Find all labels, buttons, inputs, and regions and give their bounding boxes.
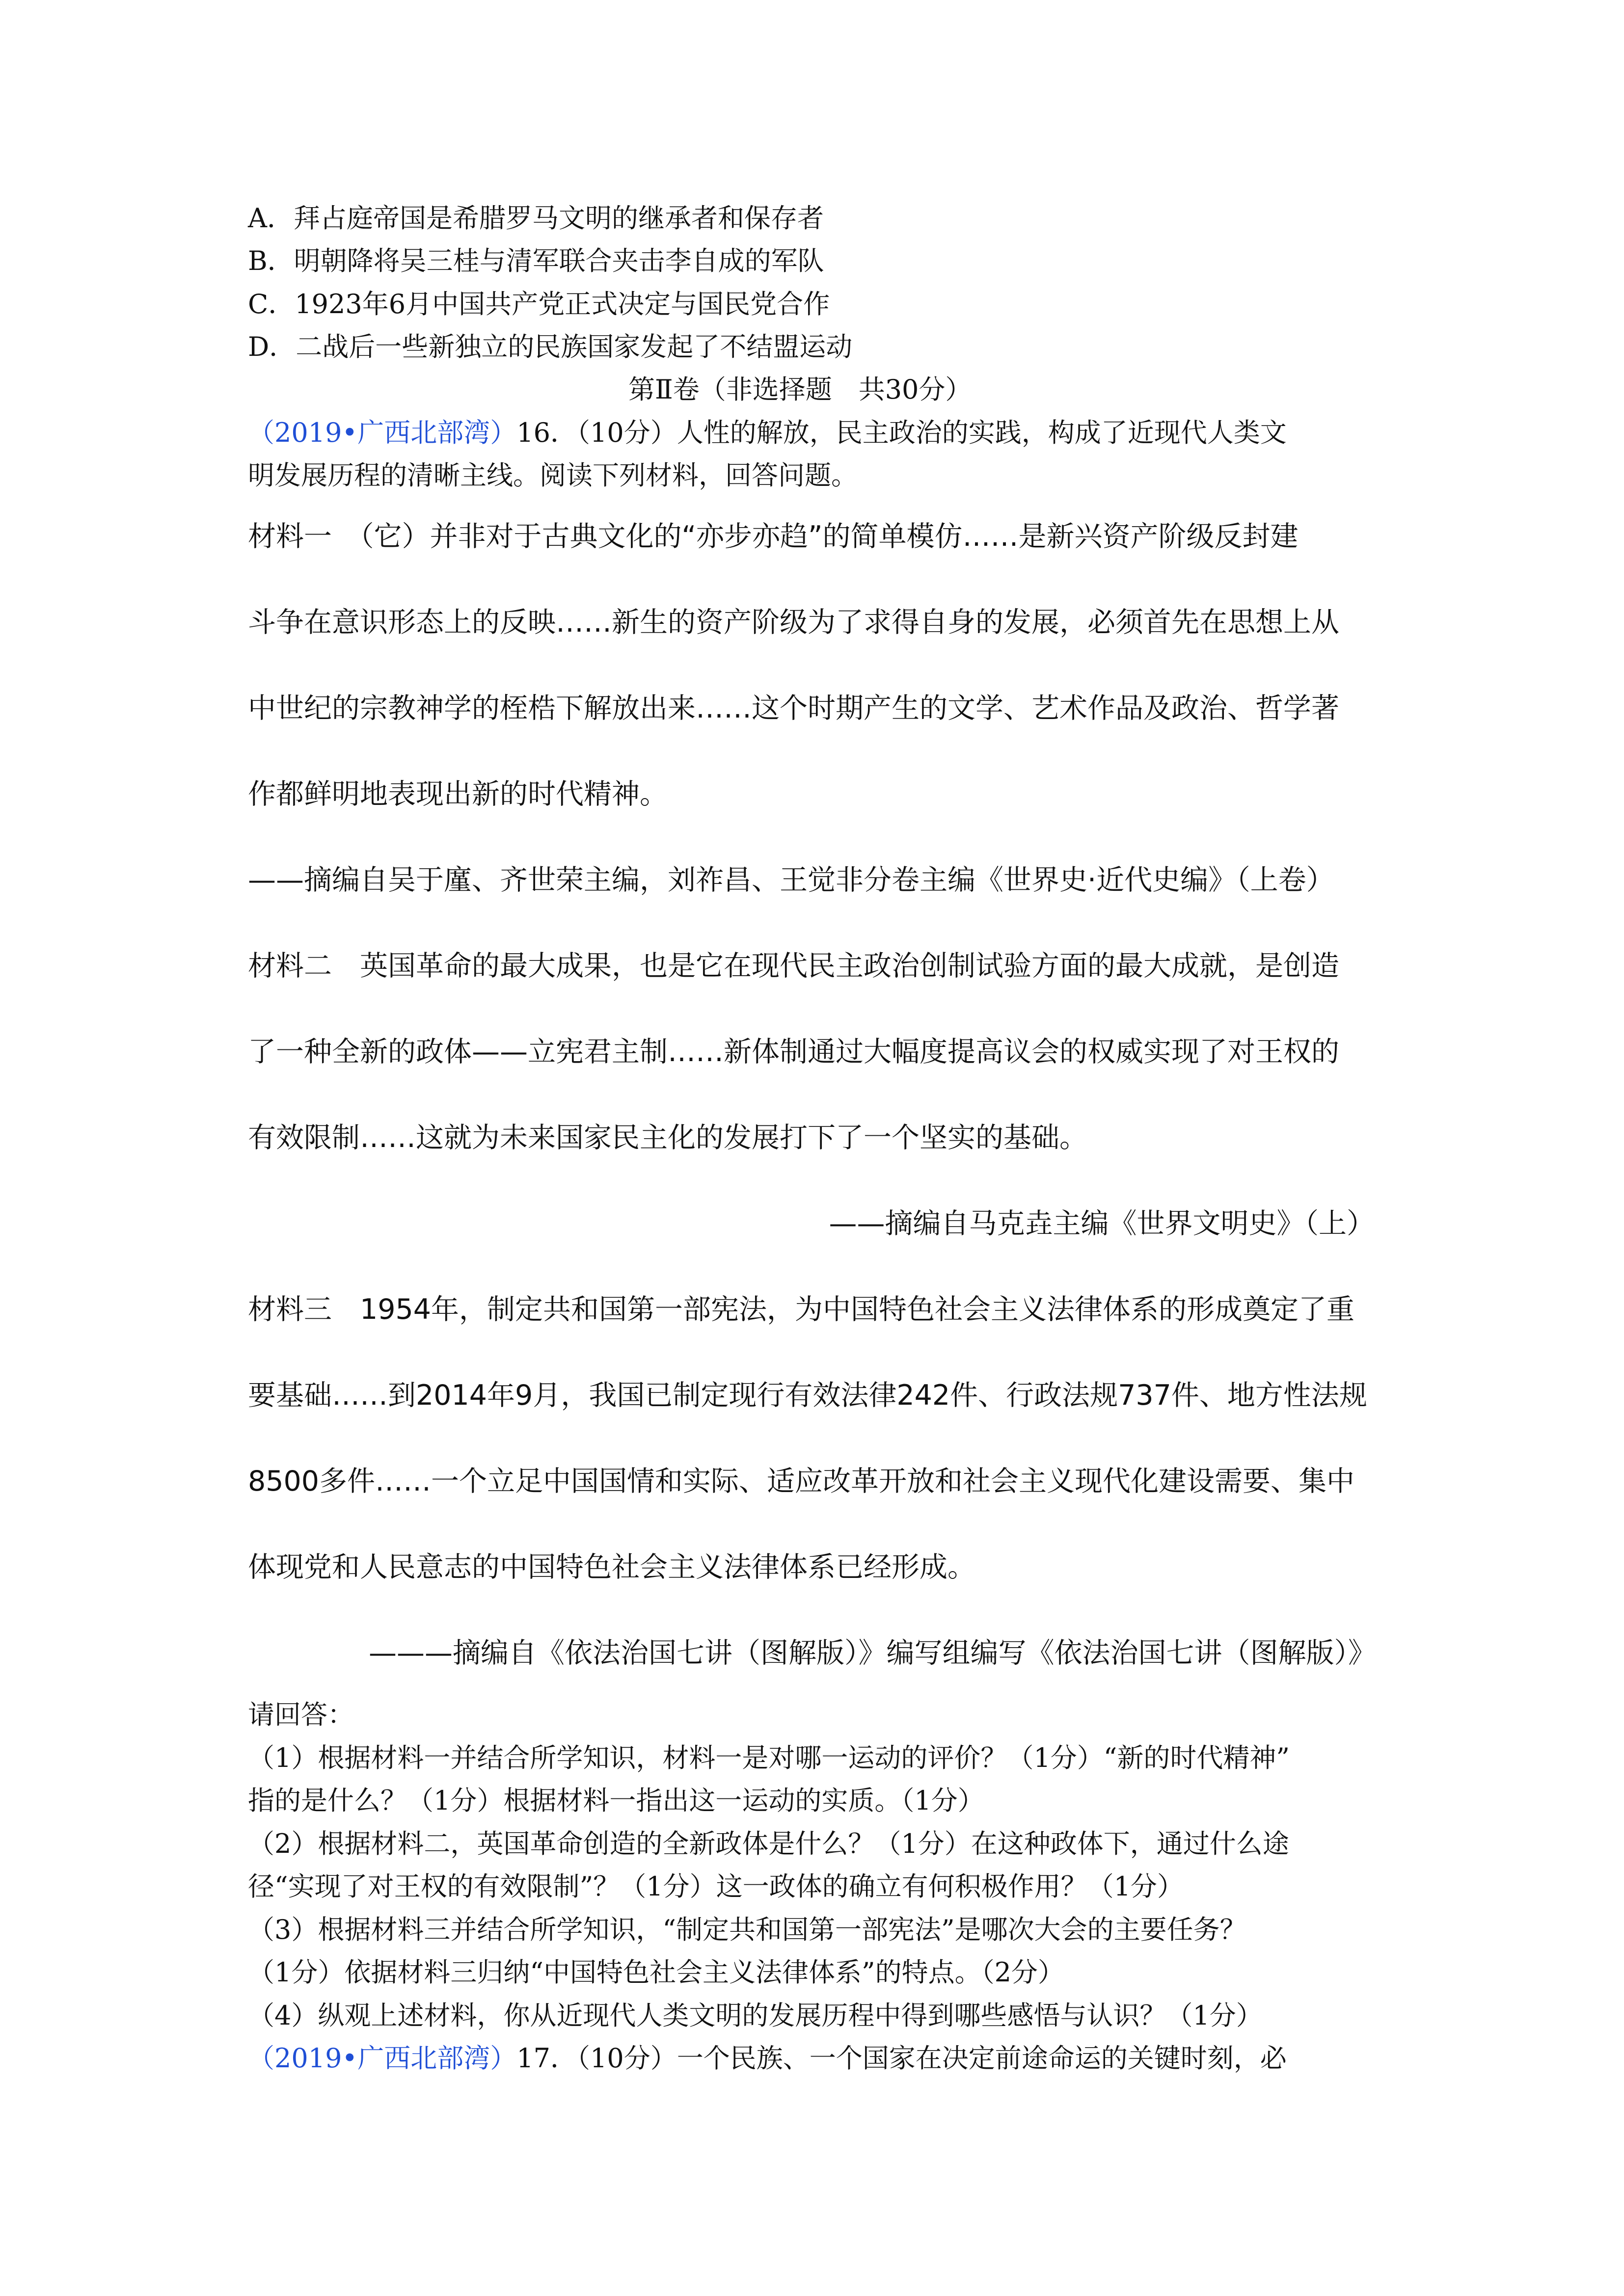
material1-line: 作都鲜明地表现出新的时代精神。 <box>248 778 668 810</box>
option-c: C．1923年6月中国共产党正式决定与国民党合作 <box>248 289 830 320</box>
material2-citation: ——摘编自马克垚主编《世界文明史》（上） <box>829 1207 1375 1240</box>
subquestion-line: （2）根据材料二，英国革命创造的全新政体是什么？（1分）在这种政体下，通过什么途 <box>248 1828 1289 1859</box>
material2-line: 了一种全新的政体——立宪君主制……新体制通过大幅度提高议会的权威实现了对王权的 <box>248 1036 1339 1068</box>
q17-line1 <box>248 2045 1287 2072</box>
material2-line: 材料二 英国革命的最大成果，也是它在现代民主政治创制试验方面的最大成就，是创造 <box>248 950 1339 982</box>
material3-line: 体现党和人民意志的中国特色社会主义法律体系已经形成。 <box>248 1551 975 1583</box>
material2-line: 有效限制……这就为未来国家民主化的发展打下了一个坚实的基础。 <box>248 1121 1087 1154</box>
q16-line1 <box>248 417 1287 448</box>
material1-citation: ——摘编自吴于廑、齐世荣主编，刘祚昌、王觉非分卷主编《世界史·近代史编》（上卷） <box>248 864 1334 896</box>
option-d: D．二战后一些新独立的民族国家发起了不结盟运动 <box>248 331 853 362</box>
material1-line: 材料一 （它）并非对于古典文化的“亦步亦趋”的简单模仿……是新兴资产阶级反封建 <box>248 520 1299 553</box>
q16-line2: 明发展历程的清晰主线。阅读下列材料，回答问题。 <box>248 460 858 491</box>
subquestion-line: （4）纵观上述材料，你从近现代人类文明的发展历程中得到哪些感悟与认识？（1分） <box>248 2000 1263 2031</box>
section-title: 第Ⅱ卷（非选择题 共30分） <box>628 374 972 405</box>
subquestion-line: （3）根据材料三并结合所学知识，“制定共和国第一部宪法”是哪次大会的主要任务？ <box>248 1914 1246 1945</box>
subquestion-line: （1分）依据材料三归纳“中国特色社会主义法律体系”的特点。（2分） <box>248 1957 1064 1988</box>
subquestion-line: （1）根据材料一并结合所学知识，材料一是对哪一运动的评价？（1分）“新的时代精神” <box>248 1742 1290 1773</box>
q16-source-tag: （2019•广西北部湾） <box>248 417 517 448</box>
q16-stem: 16．（10分）人性的解放，民主政治的实践，构成了近现代人类文 <box>516 417 1287 448</box>
material1-line: 中世纪的宗教神学的桎梏下解放出来……这个时期产生的文学、艺术作品及政治、哲学著 <box>248 692 1339 724</box>
answer-prompt: 请回答： <box>248 1699 354 1730</box>
subquestion-line: 径“实现了对王权的有效限制”？（1分）这一政体的确立有何积极作用？（1分） <box>248 1871 1184 1902</box>
q17-source-tag: （2019•广西北部湾） <box>248 2043 517 2074</box>
material3-line: 要基础……到2014年9月，我国已制定现行有效法律242件、行政法规737件、地方性法规 <box>248 1379 1367 1412</box>
option-b: B．明朝降将吴三桂与清军联合夹击李自成的军队 <box>248 245 824 276</box>
q17-stem: 17．（10分）一个民族、一个国家在决定前途命运的关键时刻，必 <box>516 2043 1287 2074</box>
material3-citation: ———摘编自《依法治国七讲（图解版）》编写组编写《依法治国七讲（图解版）》 <box>369 1637 1376 1669</box>
material1-line: 斗争在意识形态上的反映……新生的资产阶级为了求得自身的发展，必须首先在思想上从 <box>248 606 1339 639</box>
material3-line: 材料三 1954年，制定共和国第一部宪法，为中国特色社会主义法律体系的形成奠定了重 <box>248 1293 1355 1326</box>
option-a: A．拜占庭帝国是希腊罗马文明的继承者和保存者 <box>248 203 824 234</box>
subquestion-line: 指的是什么？（1分）根据材料一指出这一运动的实质。（1分） <box>248 1785 984 1816</box>
material3-line: 8500多件……一个立足中国国情和实际、适应改革开放和社会主义现代化建设需要、集中 <box>248 1465 1355 1497</box>
